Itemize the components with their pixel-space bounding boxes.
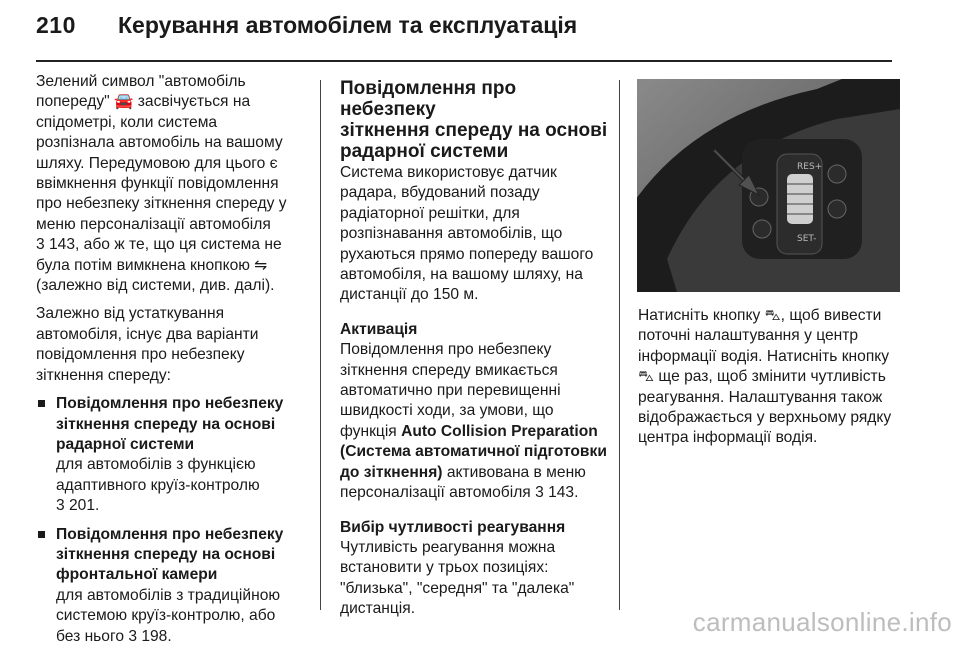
feature-name: до зіткнення) (340, 463, 443, 481)
column-divider-1 (320, 80, 321, 610)
text-line: радара, вбудований позаду (340, 184, 540, 202)
intro-line: меню персоналізації автомобіля (36, 215, 271, 233)
section-heading (340, 78, 615, 162)
activation-section (340, 320, 615, 504)
column-2 (340, 76, 615, 628)
column-divider-2 (619, 80, 620, 610)
page-reference[interactable]: персоналізації автомобіля 3 143. (340, 484, 579, 502)
text-line: автомобіля, на вашому шляху, на (340, 266, 583, 284)
text-line: радіаторної решітки, для (340, 204, 520, 222)
text-line: автоматично при перевищенні (340, 382, 561, 400)
variants-line: автомобіля, існує два варіанти (36, 325, 259, 343)
column-3 (638, 306, 900, 457)
bullet-camera (36, 525, 316, 586)
svg-text:RES+: RES+ (797, 162, 823, 172)
text-line: зіткнення спереду вмикається (340, 361, 558, 379)
column-1 (36, 72, 316, 655)
page-header (36, 12, 926, 58)
page-reference[interactable]: 3 201. (56, 497, 100, 515)
feature-name: Auto Collision Preparation (401, 422, 598, 440)
text-line: "близька", "середня" та "далека" (340, 579, 575, 597)
text-line: дистанції до 150 м. (340, 286, 479, 304)
bullet-radar (36, 394, 316, 455)
activation-title: Активація (340, 320, 418, 338)
feature-name: (Система автоматичної підготовки (340, 443, 607, 461)
bullet-title-line: зіткнення спереду на основі (56, 545, 276, 563)
page-number: 210 (36, 12, 76, 38)
text-line: функція (340, 422, 397, 440)
watermark: carmanualsonline.info (692, 607, 952, 637)
header-rule (36, 60, 892, 62)
intro-paragraph (36, 72, 316, 296)
intro-line: ввімкнення функції повідомлення (36, 175, 279, 193)
intro-line: була потім вимкнена кнопкою ⇋ (36, 256, 268, 274)
heading-line: зіткнення спереду на основі (340, 120, 608, 141)
text-line: встановити у трьох позиціях: (340, 559, 549, 577)
variants-line: зіткнення спереду: (36, 366, 172, 384)
bullet-camera-text (36, 586, 316, 647)
radar-description (340, 163, 615, 306)
text-line: швидкості ходи, за умови, що (340, 402, 554, 420)
intro-line: шляху. Передумовою для цього є (36, 154, 278, 172)
bullet-square-icon (38, 531, 45, 538)
intro-line: попереду" 🚘 засвічується на (36, 93, 251, 111)
text-line: рухаються прямо попереду вашого (340, 245, 594, 263)
bullet-text-line: адаптивного круїз-контролю (56, 476, 260, 494)
heading-line: радарної системи (340, 141, 509, 162)
text-line: відображається у верхньому рядку (638, 409, 892, 427)
intro-line: про небезпеку зіткнення спереду у (36, 195, 287, 213)
steering-wheel-illustration (637, 79, 900, 292)
text-line: Чутливість реагування можна (340, 538, 556, 556)
text-line: ⛍ ще раз, щоб змінити чутливість (638, 368, 886, 386)
bullet-title-line: Повідомлення про небезпеку (56, 395, 284, 413)
text-line: розпізнавання автомобілів, що (340, 225, 563, 243)
intro-line: розпізнала автомобіль на вашому (36, 134, 283, 152)
intro-line: спідометрі, коли система (36, 113, 218, 131)
page-title: Керування автомобілем та експлуатація (118, 12, 578, 38)
text-line: Система використовує датчик (340, 164, 557, 181)
text-line: реагування. Налаштування також (638, 388, 883, 406)
bullet-text-line: для автомобілів з традиційною (56, 586, 281, 604)
text-line: інформації водія. Натисніть кнопку (638, 347, 890, 365)
bullet-text-line: для автомобілів з функцією (56, 456, 256, 474)
intro-line: Зелений символ "автомобіль (36, 73, 246, 90)
variants-line: повідомлення про небезпеку (36, 346, 245, 364)
bullet-title-line: Повідомлення про небезпеку (56, 525, 284, 543)
variants-line: Залежно від устаткування (36, 305, 225, 323)
bullet-title-line: фронтальної камери (56, 566, 218, 584)
steering-wheel-photo (637, 79, 900, 292)
text-line: активована в меню (446, 463, 586, 481)
text-line: дистанція. (340, 600, 416, 618)
text-line: центра інформації водія. (638, 429, 818, 447)
bullet-title-line: радарної системи (56, 435, 195, 453)
bullet-title-line: зіткнення спереду на основі (56, 415, 276, 433)
sensitivity-title: Вибір чутливості реагування (340, 518, 566, 536)
page-reference[interactable]: без нього 3 198. (56, 627, 172, 645)
text-line: поточні налаштування у центр (638, 327, 859, 345)
sensitivity-section (340, 518, 615, 620)
intro-line: 3 143, або ж те, що ця система не (36, 236, 282, 254)
text-line: Повідомлення про небезпеку (340, 341, 552, 359)
bullet-text-line: системою круїз-контролю, або (56, 607, 276, 625)
sensitivity-instructions (638, 306, 900, 449)
heading-line: Повідомлення про небезпеку (340, 78, 517, 120)
intro-line: (залежно від системи, див. далі). (36, 277, 275, 295)
bullet-radar-text (36, 455, 316, 516)
variants-paragraph (36, 304, 316, 386)
svg-text:SET-: SET- (797, 234, 817, 244)
text-line: Натисніть кнопку ⛍, щоб вивести (638, 307, 882, 324)
bullet-square-icon (38, 400, 45, 407)
